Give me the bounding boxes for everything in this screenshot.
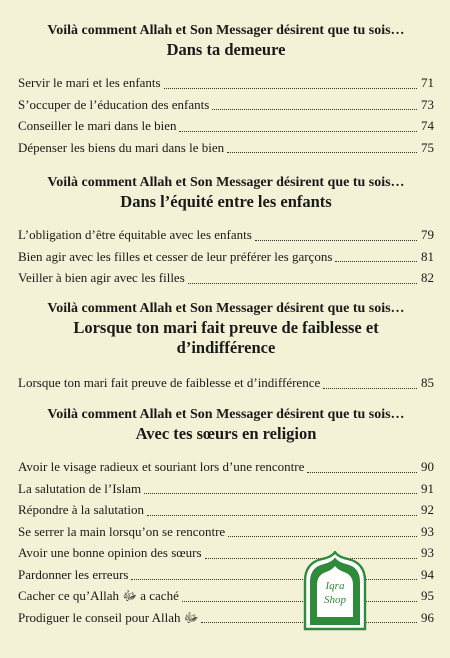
entry-page: 95 [421, 588, 434, 603]
section-heading: Voilà comment Allah et Son Messager désirent que tu sois… [47, 175, 405, 190]
entry-label: Avoir le visage radieux et souriant lors d’une rencontre [18, 459, 305, 474]
entry-page: 91 [421, 480, 434, 496]
leader-dots [323, 388, 417, 389]
toc-entry[interactable] [18, 585, 434, 607]
entry-label: Dépenser les biens du mari dans le bien [18, 139, 225, 155]
section-title: Avec tes sœurs en religion [135, 424, 317, 443]
toc-entry[interactable] [18, 72, 434, 94]
entry-page: 93 [421, 523, 434, 539]
section-title: Dans l’équité entre les enfants [120, 192, 332, 211]
entry-page: 92 [421, 502, 434, 517]
toc-list [18, 456, 434, 628]
leader-dots [255, 240, 417, 241]
entry-label: Avoir une bonne opinion des sœurs [18, 545, 202, 560]
entry-page: 71 [421, 75, 434, 90]
entry-page: 79 [421, 227, 434, 242]
entry-label: Se serrer la main lorsqu’on se rencontre [18, 523, 226, 539]
leader-dots [212, 109, 417, 110]
section-title: Dans ta demeure [166, 40, 286, 59]
toc-entry[interactable] [18, 499, 434, 521]
stamp-text-line1: Iqra [325, 580, 345, 592]
entry-page: 93 [421, 545, 434, 560]
section-heading: Voilà comment Allah et Son Messager désirent que tu sois… [47, 301, 405, 316]
leader-dots [182, 601, 417, 602]
entry-label: Servir le mari et les enfants [18, 75, 161, 90]
toc-entry[interactable] [18, 137, 434, 159]
entry-label: Répondre à la salutation [18, 502, 144, 517]
entry-label: Veiller à bien agir avec les filles [18, 270, 185, 285]
entry-page: 81 [421, 248, 434, 264]
entry-page: 90 [421, 459, 434, 474]
toc-entry[interactable] [18, 521, 434, 543]
section-soeurs [18, 406, 434, 628]
entry-label: S’occuper de l’éducation des enfants [18, 96, 210, 112]
entry-label: Pardonner les erreurs [18, 566, 129, 582]
leader-dots [147, 515, 417, 516]
toc-entry[interactable] [18, 564, 434, 586]
toc-entry[interactable] [18, 246, 434, 268]
section-heading: Voilà comment Allah et Son Messager désirent que tu sois… [47, 23, 405, 38]
entry-page: 96 [421, 609, 434, 625]
toc-entry[interactable] [18, 94, 434, 116]
leader-dots [227, 152, 417, 153]
toc-entry[interactable] [18, 542, 434, 564]
section-heading: Voilà comment Allah et Son Messager désirent que tu sois… [47, 407, 405, 422]
toc-entry[interactable] [18, 224, 434, 246]
toc-list [18, 224, 434, 289]
section-title [18, 318, 434, 358]
entry-page: 82 [421, 270, 434, 285]
toc-entry[interactable] [18, 115, 434, 137]
leader-dots [307, 472, 417, 473]
leader-dots [131, 579, 417, 580]
entry-page: 94 [421, 566, 434, 582]
leader-dots [179, 131, 417, 132]
entry-page: 73 [421, 96, 434, 112]
section-demeure [18, 22, 434, 158]
entry-label: La salutation de l’Islam [18, 480, 142, 496]
toc-entry[interactable] [18, 607, 434, 629]
leader-dots [188, 283, 417, 284]
toc-entry[interactable] [18, 456, 434, 478]
entry-label: Bien agir avec les filles et cesser de leur préférer les garçons [18, 248, 333, 264]
leader-dots [228, 536, 417, 537]
toc-entry[interactable] [18, 478, 434, 500]
toc-list [18, 372, 434, 394]
entry-page: 75 [421, 139, 434, 155]
entry-label: L’obligation d’être équitable avec les enfants [18, 227, 252, 242]
entry-label: Lorsque ton mari fait preuve de faiblesse et d’indifférence [18, 375, 321, 390]
toc-list [18, 72, 434, 158]
section-title-line: Lorsque ton mari fait preuve de faiblesse et [73, 318, 379, 337]
leader-dots [335, 261, 417, 262]
entry-label: Prodiguer le conseil pour Allah ﷻ [18, 609, 199, 625]
entry-label: Conseiller le mari dans le bien [18, 118, 177, 133]
leader-dots [164, 88, 417, 89]
section-equite [18, 174, 434, 289]
section-title-line: d’indifférence [176, 338, 276, 357]
toc-entry[interactable] [18, 372, 434, 394]
entry-page: 85 [421, 375, 434, 390]
entry-page: 74 [421, 118, 434, 133]
section-faiblesse [18, 300, 434, 394]
entry-label: Cacher ce qu’Allah ﷻ a caché [18, 588, 179, 603]
leader-dots [144, 493, 417, 494]
toc-entry[interactable] [18, 267, 434, 289]
stamp-text-line2: Shop [324, 594, 346, 606]
iqra-shop-stamp [302, 551, 368, 631]
